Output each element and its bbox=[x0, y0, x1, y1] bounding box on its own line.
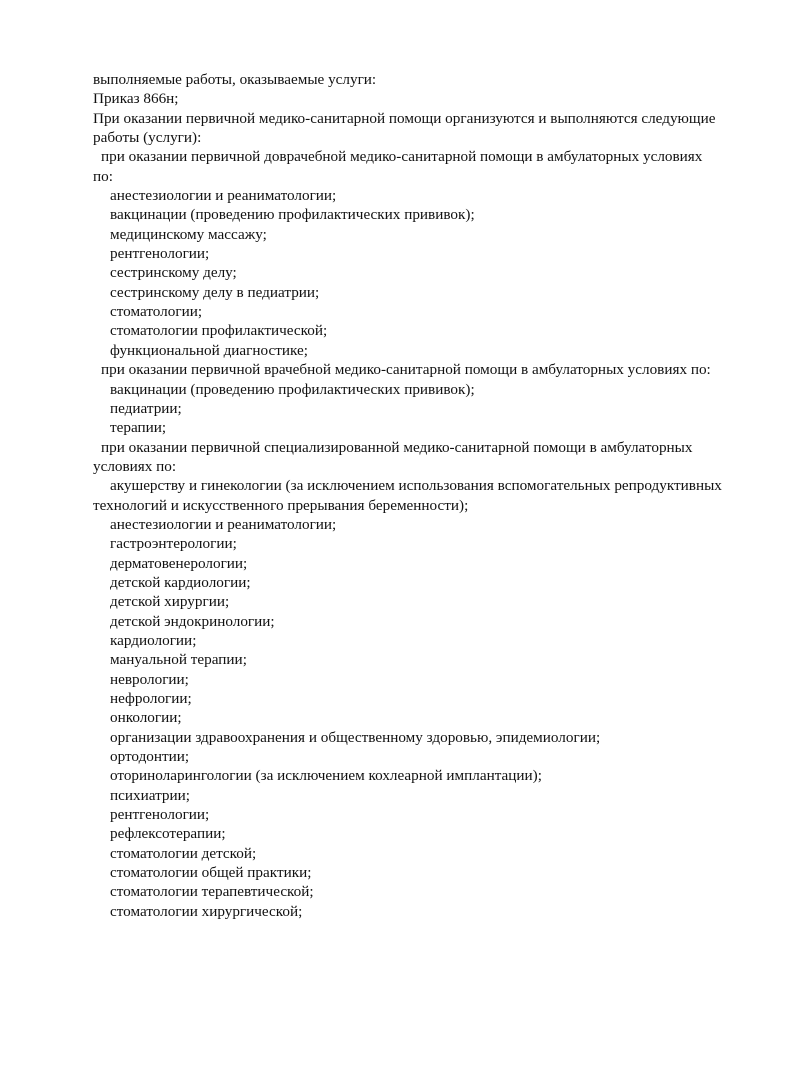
list-item: нефрологии; bbox=[110, 690, 192, 707]
list-item: вакцинации (проведению профилактических прививок); bbox=[110, 380, 475, 398]
list-item: гастроэнтерологии; bbox=[110, 535, 237, 553]
list-item: стоматологии хирургической; bbox=[110, 902, 303, 920]
section-title-prehospital: при оказании первичной доврачебной медико-санитарной помощи в амбулаторных условиях bbox=[101, 148, 703, 166]
list-item: сестринскому делу; bbox=[110, 264, 237, 282]
list-item: детской кардиологии; bbox=[110, 573, 251, 591]
list-item: детской эндокринологии; bbox=[110, 612, 275, 630]
list-item-cont: технологий и искусственного прерывания беременности); bbox=[93, 496, 469, 514]
list-item: стоматологии профилактической; bbox=[110, 322, 328, 340]
list-item: рентгенологии; bbox=[110, 806, 210, 824]
list-item: функциональной диагностике; bbox=[110, 341, 308, 359]
list-item: психиатрии; bbox=[110, 786, 190, 804]
list-item: организации здравоохранения и общественному здоровью, эпидемиологии; bbox=[110, 728, 601, 746]
list-item: дерматовенерологии; bbox=[110, 554, 248, 572]
list-item: онкологии; bbox=[110, 709, 182, 727]
heading-line: При оказании первичной медико-санитарной помощи организуются и выполняются следующие bbox=[93, 109, 716, 127]
list-item: анестезиологии и реаниматологии; bbox=[110, 187, 337, 205]
list-item: кардиологии; bbox=[110, 631, 197, 649]
list-item: детской хирургии; bbox=[110, 593, 230, 611]
document-page bbox=[93, 70, 773, 921]
intro-text: выполняемые работы, оказываемые услуги: bbox=[93, 71, 377, 88]
list-item: рефлексотерапии; bbox=[110, 825, 226, 843]
section-title-specialized: при оказании первичной специализированной медико-санитарной помощи в амбулаторных bbox=[101, 438, 693, 456]
heading-line: работы (услуги): bbox=[93, 129, 202, 147]
list-item: стоматологии общей практики; bbox=[110, 864, 312, 882]
list-item: педиатрии; bbox=[110, 399, 182, 417]
list-item: акушерству и гинекологии (за исключением использования вспомогательных репродуктивных bbox=[110, 477, 722, 495]
list-item: оториноларингологии (за исключением кохлеарной имплантации); bbox=[110, 767, 542, 785]
list-item: рентгенологии; bbox=[110, 245, 210, 263]
list-item: сестринскому делу в педиатрии; bbox=[110, 283, 320, 301]
list-item: ортодонтии; bbox=[110, 748, 190, 766]
list-item: вакцинации (проведению профилактических прививок); bbox=[110, 206, 475, 224]
list-item: стоматологии терапевтической; bbox=[110, 883, 314, 901]
order-reference: Приказ 866н; bbox=[93, 90, 179, 108]
list-item: стоматологии детской; bbox=[110, 844, 257, 862]
section-title-specialized-cont: условиях по: bbox=[93, 457, 177, 475]
list-item: мануальной терапии; bbox=[110, 651, 247, 669]
list-item: неврологии; bbox=[110, 670, 189, 688]
list-item: терапии; bbox=[110, 419, 167, 437]
list-item: медицинскому массажу; bbox=[110, 225, 267, 243]
list-item: стоматологии; bbox=[110, 303, 203, 321]
section-title-prehospital-cont: по: bbox=[93, 167, 113, 185]
section-title-physician: при оказании первичной врачебной медико-санитарной помощи в амбулаторных условиях по: bbox=[101, 361, 711, 379]
list-item: анестезиологии и реаниматологии; bbox=[110, 515, 337, 533]
